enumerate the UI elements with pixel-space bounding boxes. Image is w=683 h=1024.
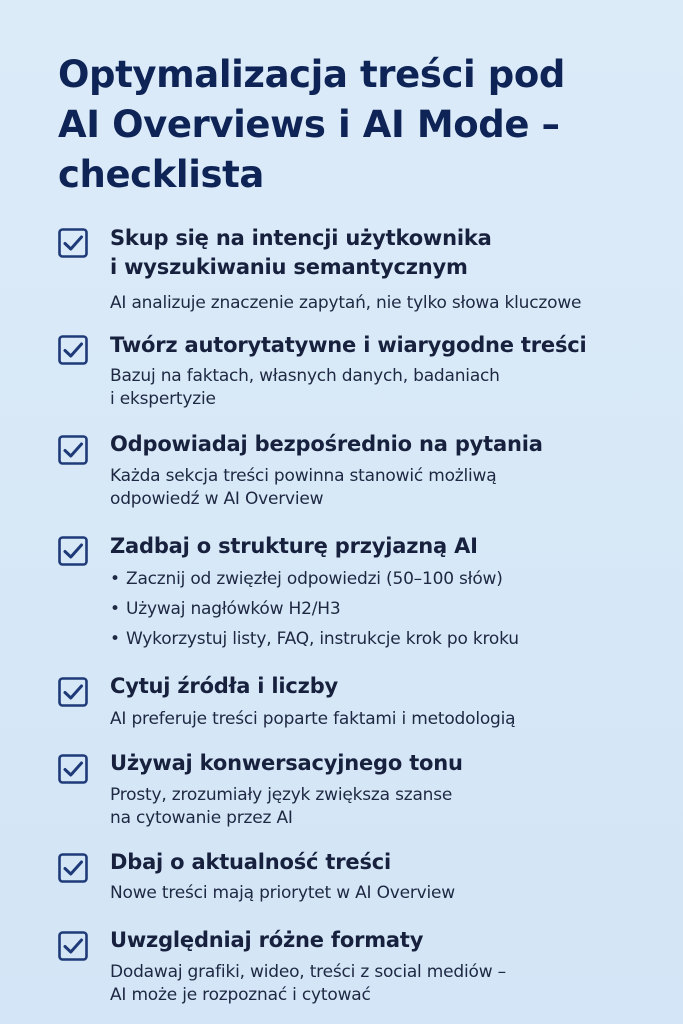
heading-line: Używaj konwersacyjnego tonu [110,751,463,775]
description-line: Dodawaj grafiki, wideo, treści z social mediów – [110,962,506,982]
title-line-1: Optymalizacja treści pod [58,53,565,96]
checkbox-checked-icon[interactable] [58,335,88,365]
item-description [110,708,670,731]
item-content [110,532,670,654]
item-heading [110,430,670,459]
item-description [110,465,670,511]
item-content [110,672,670,731]
heading-line: Uwzględniaj różne formaty [110,928,424,952]
item-heading [110,926,670,955]
item-description [110,292,670,315]
item-content [110,926,670,1007]
description-line: AI może je rozpoznać i cytować [110,985,371,1005]
item-description [110,882,670,905]
description-line: na cytowanie przez AI [110,808,293,828]
description-line: i ekspertyzie [110,389,216,409]
description-line: odpowiedź w AI Overview [110,489,324,509]
checkbox-checked-icon[interactable] [58,754,88,784]
bullet-text: Używaj nagłówków H2/H3 [126,599,341,619]
bullet-dot: • [110,569,120,589]
heading-line: Odpowiadaj bezpośrednio na pytania [110,432,543,456]
checkbox-checked-icon[interactable] [58,536,88,566]
item-description [110,784,670,830]
item-content [110,430,670,511]
item-description [110,365,670,411]
bullet-dot: • [110,629,120,649]
description-line: AI analizuje znaczenie zapytań, nie tylko słowa kluczowe [110,293,582,313]
bullet-dot: • [110,599,120,619]
bullet-text: Zacznij od zwięzłej odpowiedzi (50–100 słów) [126,569,503,589]
item-heading [110,672,670,701]
item-heading [110,331,670,360]
heading-line: Zadbaj o strukturę przyjazną AI [110,534,478,558]
description-line: Prosty, zrozumiały język zwiększa szanse [110,785,453,805]
item-heading [110,224,670,282]
bullet-text: Wykorzystuj listy, FAQ, instrukcje krok po kroku [126,629,519,649]
description-line: Nowe treści mają priorytet w AI Overview [110,883,456,903]
checkbox-checked-icon[interactable] [58,435,88,465]
item-content [110,749,670,830]
checkbox-checked-icon[interactable] [58,228,88,258]
description-line: Każda sekcja treści powinna stanowić możliwą [110,466,497,486]
title-line-2: AI Overviews i AI Mode – [58,103,560,146]
checkbox-checked-icon[interactable] [58,931,88,961]
bullet-item [110,594,670,624]
description-line: Bazuj na faktach, własnych danych, badaniach [110,366,500,386]
bullet-list [110,564,670,654]
item-heading [110,848,670,877]
item-description [110,961,670,1007]
heading-line: Skup się na intencji użytkownika [110,226,492,250]
item-heading [110,749,670,778]
checkbox-checked-icon[interactable] [58,853,88,883]
bullet-item [110,564,670,594]
checkbox-checked-icon[interactable] [58,677,88,707]
bullet-item [110,624,670,654]
title-line-3: checklista [58,153,264,196]
heading-line: Dbaj o aktualność treści [110,850,391,874]
description-line: AI preferuje treści poparte faktami i metodologią [110,709,516,729]
heading-line: Twórz autorytatywne i wiarygodne treści [110,333,587,357]
item-content [110,224,670,315]
heading-line: i wyszukiwaniu semantycznym [110,255,468,279]
page-title [58,50,658,200]
heading-line: Cytuj źródła i liczby [110,674,339,698]
item-heading [110,532,670,561]
item-content [110,331,670,411]
item-content [110,848,670,905]
